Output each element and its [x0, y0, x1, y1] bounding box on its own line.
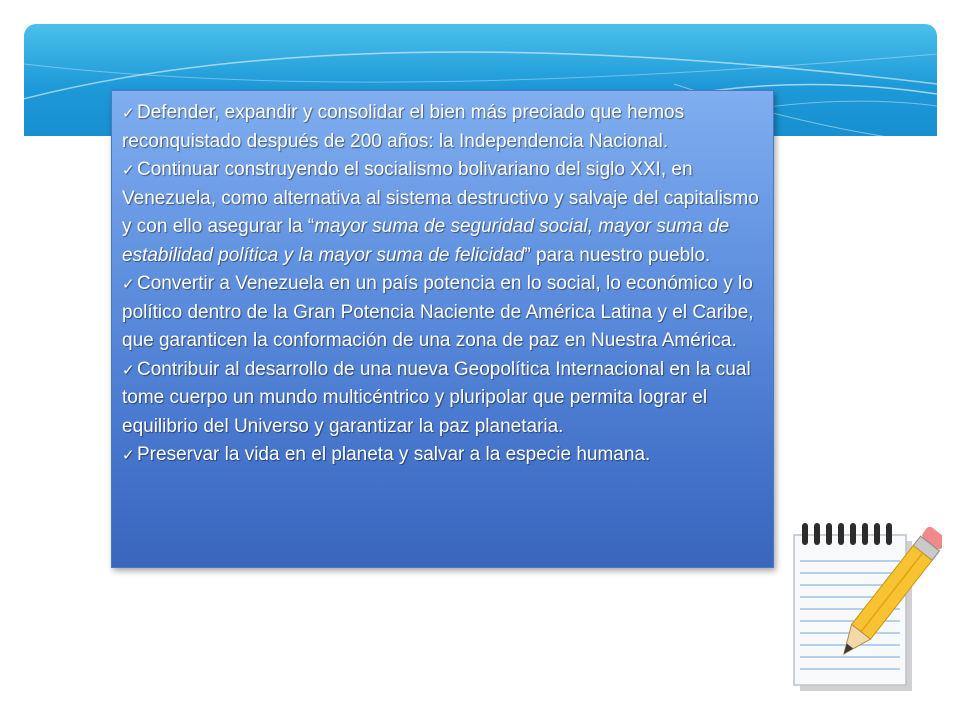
objective-text-tail: ” para nuestro pueblo.	[524, 244, 711, 266]
checkmark-icon: ✓	[122, 104, 135, 122]
objective-item	[122, 356, 761, 442]
objective-text: Preservar la vida en el planeta y salvar a la especie humana.	[137, 444, 651, 465]
objective-text: Defender, expandir y consolidar el bien más preciado que hemos reconquistado después de 200 años: la Independencia Nacional.	[122, 102, 685, 152]
objective-item	[122, 270, 761, 356]
checkmark-icon: ✓	[122, 161, 135, 179]
objective-text: Convertir a Venezuela en un país potencia en lo social, lo económico y lo político dentro de la Gran Potencia Naciente de América Latina y el Caribe, que garanticen la conformación de una zona de paz en Nuestra América.	[122, 273, 754, 351]
checkmark-icon: ✓	[122, 446, 135, 464]
notepad-pencil-icon	[782, 515, 942, 700]
checkmark-icon: ✓	[122, 275, 135, 293]
objective-text-quote: mayor suma de seguridad social, mayor suma de estabilidad política y la mayor suma de felicidad	[122, 216, 730, 266]
objective-text: Contribuir al desarrollo de una nueva Geopolítica Internacional en la cual tome cuerpo un mundo multicéntrico y pluripolar que permita lograr el equilibrio del Universo y garantizar la paz planetaria.	[122, 358, 751, 437]
objective-text-lead: Continuar construyendo el socialismo bolivariano del siglo XXI, en Venezuela, como alternativa al sistema destructivo y salvaje del capitalismo y con ello asegurar la “	[122, 159, 759, 237]
checkmark-icon: ✓	[122, 360, 135, 379]
objective-item	[122, 156, 761, 270]
objective-item	[122, 441, 761, 470]
objectives-list	[122, 99, 761, 470]
objective-item	[122, 99, 761, 156]
objectives-box	[111, 90, 774, 568]
